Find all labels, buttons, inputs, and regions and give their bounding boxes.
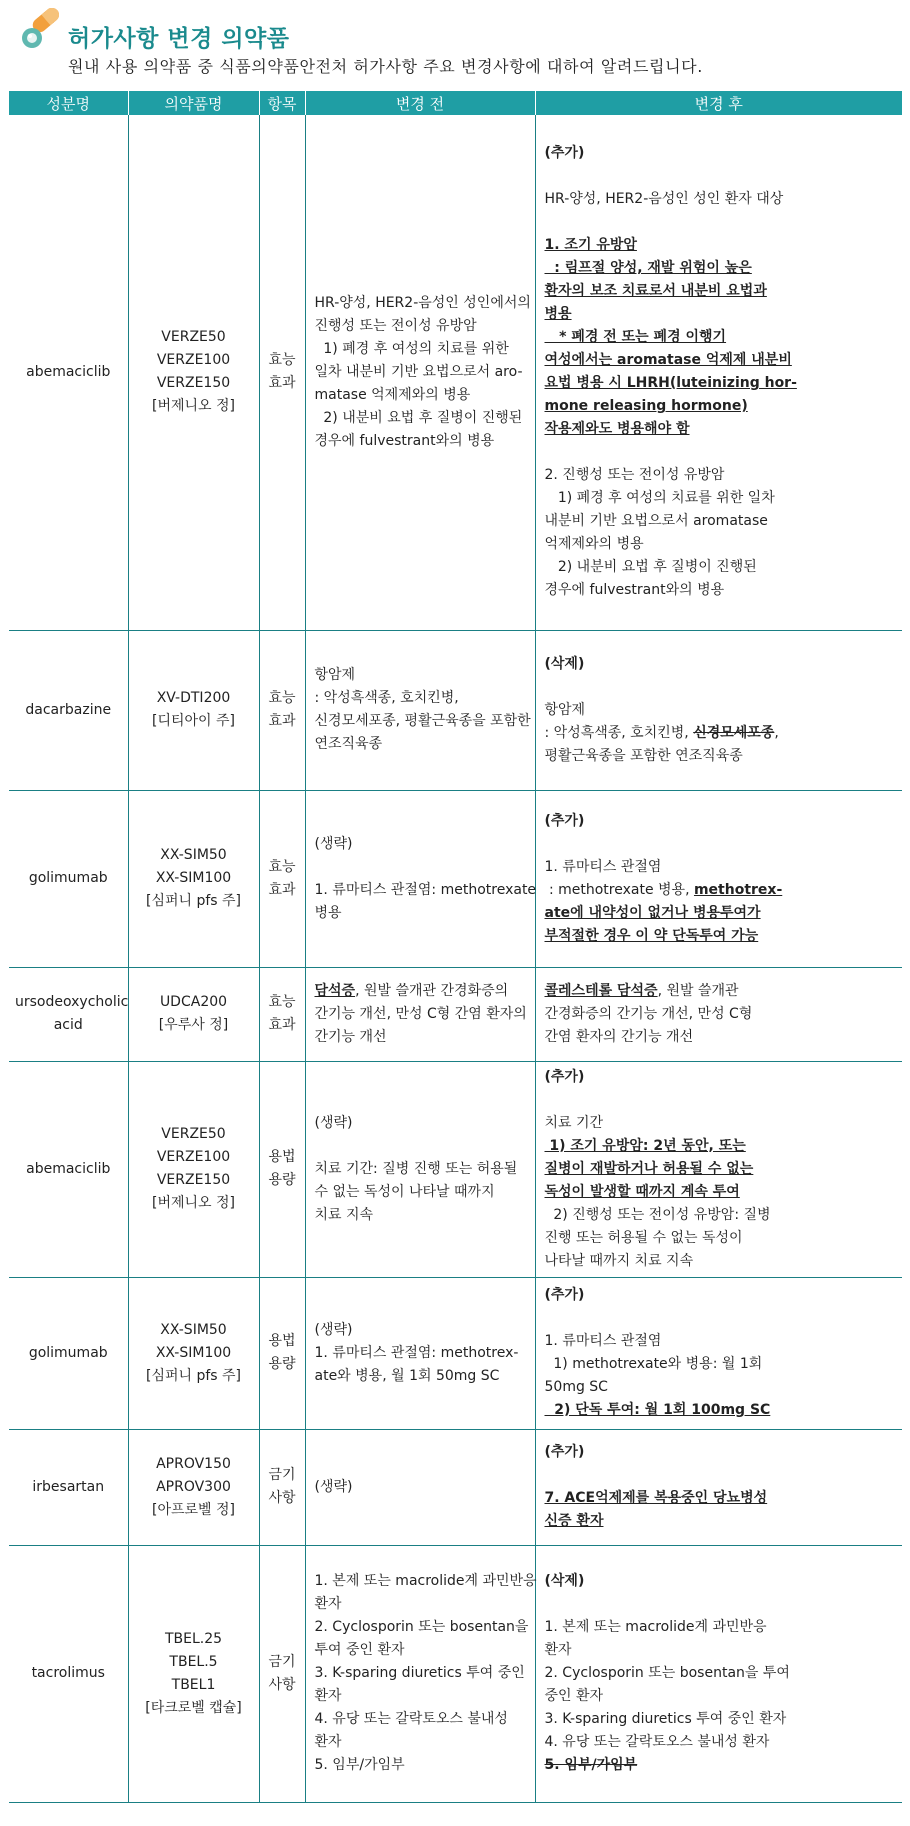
text-line: abemaciclib [26,1160,111,1177]
after-change-cell [535,115,902,630]
text-line: 신경모세포종, 평활근육종을 포함한 [314,713,531,729]
table-row [9,630,902,790]
cell-text: 간기능 개선 [314,1028,387,1045]
text-line [545,441,895,464]
cell-text: 1. 조기 유방암 [544,237,637,254]
text-line: 치료 지속 [314,1206,374,1223]
column-header: 항목 [259,91,305,115]
change-type-label: (추가) [544,1287,585,1303]
text-line [545,1112,895,1135]
text-line [545,722,895,745]
cell-text: 내분비 기반 요법으로서 aromatase [544,513,768,530]
text-line: 사항 [268,1676,296,1693]
table-row [9,1277,902,1429]
item-cell [259,790,305,967]
before-change-cell [305,630,535,790]
text-line: VERZE100 [156,352,231,369]
cell-text: 평활근육종을 포함한 연조직육종 [544,747,743,764]
text-line [545,579,895,602]
pill-capsule-icon [20,8,66,52]
cell-text: 1) 폐경 후 여성의 치료를 위한 일차 [544,490,775,507]
text-line: (생략) [314,1478,353,1495]
cell-text: , [774,724,779,741]
ingredient-cell [9,790,128,967]
text-line [545,1464,895,1487]
before-change-cell [305,1429,535,1545]
text-line: 용법 [268,1333,296,1349]
change-table [9,91,902,1803]
text-line [545,1685,895,1708]
cell-text: HR-양성, HER2-음성인 성인 환자 대상 [544,191,784,208]
text-line [545,833,895,856]
cell-text: : 림프절 양성, 재발 위험이 높은 [544,260,752,277]
column-header: 변경 후 [535,91,902,115]
text-line [545,395,895,418]
text-line: XX-SIM100 [155,1344,232,1361]
cell-text: 1. 류마티스 관절염 [544,858,662,875]
text-line: 효과 [268,713,296,729]
table-header-row [9,91,902,115]
text-line: 효능 [268,994,296,1010]
text-line: 효과 [268,881,296,898]
before-change-cell [305,790,535,967]
text-line: golimumab [28,1344,108,1361]
table-row [9,1545,902,1802]
cell-text: 신증 환자 [544,1513,604,1529]
text-line [545,165,895,188]
cell-text: 중인 환자 [544,1688,604,1704]
text-line [545,510,895,533]
before-change-cell [305,115,535,630]
drug-name-cell [128,1545,259,1802]
cell-text: 2. Cyclosporin 또는 bosentan을 투여 [544,1665,790,1681]
text-line [545,1307,895,1330]
text-line: 1. 본제 또는 macrolide계 과민반응 [314,1573,537,1589]
text-line: 효과 [268,1017,296,1033]
text-line: 진행성 또는 전이성 유방암 [314,317,477,334]
drug-name-cell [128,1061,259,1277]
text-line: UDCA200 [159,994,228,1010]
text-line: 금기 [268,1653,296,1670]
drug-name-cell [128,1429,259,1545]
text-line: [버제니오 정] [152,1195,235,1211]
text-line: 용법 [268,1149,296,1165]
text-line: [버제니오 정] [152,398,235,415]
text-line: TBEL.25 [164,1630,223,1647]
text-line [545,902,895,925]
text-line: VERZE50 [161,329,226,346]
table-row [9,1429,902,1545]
column-header: 의약품명 [128,91,259,115]
text-line: XX-SIM100 [155,870,232,886]
cell-text: 3. K-sparing diuretics 투여 중인 환자 [544,1711,787,1727]
text-line [545,1616,895,1639]
text-line: 2. Cyclosporin 또는 bosentan을 [314,1619,529,1635]
text-line [545,1353,895,1376]
after-change-cell [535,1545,902,1802]
cell-text: 환자의 보조 치료로서 내분비 요법과 [544,283,767,300]
text-line [545,1181,895,1204]
text-line [545,188,895,211]
text-line: 환자 [314,1596,342,1612]
item-cell [259,630,305,790]
cell-text: 신경모세포종 [693,724,775,741]
text-line [545,1250,895,1273]
before-change-cell [305,967,535,1061]
text-line: 일차 내분비 기반 요법으로서 aro- [314,363,523,380]
text-line: XX-SIM50 [160,847,227,863]
text-line [545,980,895,1003]
cell-text: 여성에서는 aromatase 억제제 내분비 [544,352,792,369]
drug-name-cell [128,967,259,1061]
ingredient-cell [9,1277,128,1429]
after-change-cell [535,1429,902,1545]
text-line: VERZE150 [156,375,231,392]
text-line [545,1708,895,1731]
text-line: 투여 중인 환자 [314,1642,405,1658]
text-line [545,349,895,372]
text-line [545,879,895,902]
page-title: 허가사항 변경 의약품 [68,26,290,52]
cell-text: 콜레스테롤 담석증 [544,982,658,999]
cell-text: 5. 임부/가임부 [544,1757,638,1773]
text-line: [우루사 정] [158,1017,229,1033]
cell-text: 1. 류마티스 관절염 [544,1333,662,1349]
text-line: ursodeoxycholic [15,994,129,1010]
change-type-label: (추가) [544,812,585,829]
text-line: 1. 류마티스 관절염: methotrex- [314,1344,519,1361]
text-line: VERZE50 [161,1126,226,1142]
text-line: [심퍼니 pfs 주] [145,893,242,909]
text-line: 효능 [268,690,296,706]
text-line: TBEL.5 [169,1653,218,1670]
text-line: 3. K-sparing diuretics 투여 중인 [314,1665,525,1681]
text-line: APROV300 [156,1478,231,1495]
after-change-cell [535,790,902,967]
text-line: ate와 병용, 월 1회 50mg SC [314,1367,500,1384]
cell-text: 담석증 [314,982,356,999]
cell-text: 나타날 때까지 치료 지속 [544,1252,694,1269]
cell-text: 진행 또는 허용될 수 없는 독성이 [544,1229,743,1246]
text-line: irbesartan [32,1478,105,1495]
page-subtitle: 원내 사용 의약품 중 식품의약품안전처 허가사항 주요 변경사항에 대하여 알려드립니다. [68,57,703,76]
text-line: 효능 [268,352,296,369]
text-line [545,1158,895,1181]
text-line: (생략) [314,835,353,852]
text-line [545,1510,895,1533]
text-line: [디티아이 주] [152,713,235,729]
text-line [545,1593,895,1616]
text-line: 4. 유당 또는 갈락토오스 불내성 [314,1711,508,1727]
cell-text: , 원발 쓸개관 간경화증의 [355,982,509,999]
text-line: [아프로벨 정] [152,1501,235,1518]
cell-text: 치료 기간 [544,1114,604,1131]
change-type-label: (추가) [544,1068,585,1085]
text-line: 연조직육종 [314,736,383,752]
drug-name-cell [128,1277,259,1429]
text-line: 금기 [268,1467,296,1483]
cell-text: 요법 병용 시 LHRH(luteinizing hor- [544,375,797,392]
change-type-label: (삭제) [544,655,585,672]
cell-text: 1) 조기 유방암: 2년 동안, 또는 [544,1137,746,1154]
table-row [9,790,902,967]
text-line [545,1003,895,1026]
cell-text: 50mg SC [544,1379,608,1395]
text-line: 효과 [268,375,296,392]
cell-text: 독성이 발생할 때까지 계속 투여 [544,1183,740,1200]
drug-name-cell [128,630,259,790]
text-line: 1. 류마티스 관절염: methotrexate [314,881,537,898]
cell-text: 질병이 재발하거나 허용될 수 없는 [544,1160,754,1177]
cell-text: : 악성흑색종, 호치킨병, [544,724,694,741]
text-line [545,1731,895,1754]
text-line: matase 억제제와의 병용 [314,386,471,403]
text-line [545,745,895,768]
cell-text: 부적절한 경우 이 약 단독투여 가능 [544,927,759,944]
text-line [545,1026,895,1049]
column-header: 성분명 [9,91,128,115]
cell-text: 간경화증의 간기능 개선, 만성 C형 [544,1005,753,1022]
text-line: APROV150 [156,1455,231,1472]
text-line [545,1227,895,1250]
text-line: 효능 [268,858,296,875]
ingredient-cell [9,1429,128,1545]
change-type-label: (삭제) [544,1573,585,1589]
ingredient-cell [9,967,128,1061]
text-line [545,1376,895,1399]
text-line [315,980,527,1003]
after-change-cell [535,967,902,1061]
text-line: HR-양성, HER2-음성인 성인에서의 [314,294,531,311]
item-cell [259,1061,305,1277]
table-row [9,115,902,630]
cell-text: 병용 [544,306,572,323]
text-line: VERZE150 [156,1172,231,1188]
text-line: 2) 내분비 요법 후 질병이 진행된 [314,409,523,426]
text-line [545,418,895,441]
item-cell [259,967,305,1061]
text-line [545,257,895,280]
drug-name-cell [128,115,259,630]
ingredient-cell [9,1061,128,1277]
text-line: XX-SIM50 [160,1321,227,1338]
text-line [545,234,895,257]
text-line [545,676,895,699]
cell-text: 1) methotrexate와 병용: 월 1회 [544,1356,763,1372]
text-line: (생략) [314,1114,353,1131]
text-line [315,1135,527,1158]
text-line: 환자 [314,1688,342,1704]
text-line: 치료 기간: 질병 진행 또는 허용될 [314,1160,518,1177]
text-line [545,1639,895,1662]
drug-name-cell [128,790,259,967]
cell-text: 2) 내분비 요법 후 질병이 진행된 [544,559,757,576]
item-cell [259,1277,305,1429]
ingredient-cell [9,630,128,790]
cell-text: mone releasing hormone) [544,398,748,415]
text-line: golimumab [28,870,108,886]
text-line: 1) 폐경 후 여성의 치료를 위한 [314,340,509,357]
cell-text: 2) 단독 투여: 월 1회 100mg SC [544,1402,771,1418]
text-line [545,487,895,510]
cell-text: ate에 내약성이 없거나 병용투여가 [544,904,761,921]
text-line: 용량 [268,1172,296,1188]
before-change-cell [305,1061,535,1277]
text-line [545,464,895,487]
column-header: 변경 전 [305,91,535,115]
item-cell [259,1429,305,1545]
change-type-label: (추가) [544,1444,585,1460]
header [18,6,898,86]
cell-text: 4. 유당 또는 갈락토오스 불내성 환자 [544,1734,770,1750]
cell-text: 간기능 개선, 만성 C형 간염 환자의 [314,1005,527,1022]
before-change-cell [305,1277,535,1429]
text-line: 경우에 fulvestrant와의 병용 [314,432,495,449]
text-line [545,925,895,948]
cell-text: 간염 환자의 간기능 개선 [544,1028,694,1045]
text-line: abemaciclib [26,363,111,380]
text-line: VERZE100 [156,1149,231,1165]
text-line: 5. 임부/가임부 [314,1757,405,1773]
ingredient-cell [9,1545,128,1802]
cell-text: : methotrexate 병용, [544,881,694,898]
text-line: 환자 [314,1734,342,1750]
cell-text: 2) 진행성 또는 전이성 유방암: 질병 [544,1206,771,1223]
after-change-cell [535,1061,902,1277]
text-line [545,1135,895,1158]
text-line: 용량 [268,1356,296,1372]
cell-text: , 원발 쓸개관 [657,982,739,999]
cell-text: * 폐경 전 또는 폐경 이행기 [544,329,727,346]
text-line: 병용 [314,904,342,921]
text-line [315,1003,527,1026]
text-line [545,1089,895,1112]
text-line [545,699,895,722]
cell-text: 경우에 fulvestrant와의 병용 [544,582,725,599]
text-line: 사항 [268,1490,296,1506]
after-change-cell [535,1277,902,1429]
text-line [545,1399,895,1422]
text-line: XV-DTI200 [156,690,231,706]
text-line [545,1204,895,1227]
change-type-label: (추가) [544,145,585,162]
text-line [545,1487,895,1510]
text-line: : 악성흑색종, 호치킨병, [314,690,459,706]
text-line [545,303,895,326]
table-row [9,967,902,1061]
text-line [315,1026,527,1049]
text-line: 수 없는 독성이 나타날 때까지 [314,1183,495,1200]
before-change-cell [305,1545,535,1802]
text-line [545,1754,895,1777]
text-line [545,1662,895,1685]
text-line [545,856,895,879]
ingredient-cell [9,115,128,630]
cell-text: methotrex- [693,881,783,898]
text-line [545,372,895,395]
cell-text: 억제제와의 병용 [544,536,644,553]
after-change-cell [535,630,902,790]
text-line [545,1330,895,1353]
cell-text: 7. ACE억제제를 복용중인 당뇨병성 [544,1490,768,1506]
item-cell [259,115,305,630]
cell-text: 2. 진행성 또는 전이성 유방암 [544,467,725,484]
cell-text: 1. 본제 또는 macrolide계 과민반응 [544,1619,767,1635]
text-line [545,326,895,349]
text-line: TBEL1 [171,1676,216,1693]
text-line: acid [53,1017,83,1033]
cell-text: 환자 [544,1642,572,1658]
text-line: [타크로벨 캡슐] [145,1699,242,1716]
item-cell [259,1545,305,1802]
text-line [545,211,895,234]
table-row [9,1061,902,1277]
cell-text: 작용제와도 병용해야 함 [544,421,690,438]
text-line [545,280,895,303]
text-line: dacarbazine [25,701,112,718]
text-line [545,533,895,556]
text-line: 항암제 [314,667,356,683]
text-line: tacrolimus [31,1665,105,1681]
cell-text: 항암제 [544,701,586,718]
text-line: [심퍼니 pfs 주] [145,1367,242,1384]
text-line [315,856,527,879]
text-line: (생략) [314,1321,353,1338]
text-line [545,556,895,579]
